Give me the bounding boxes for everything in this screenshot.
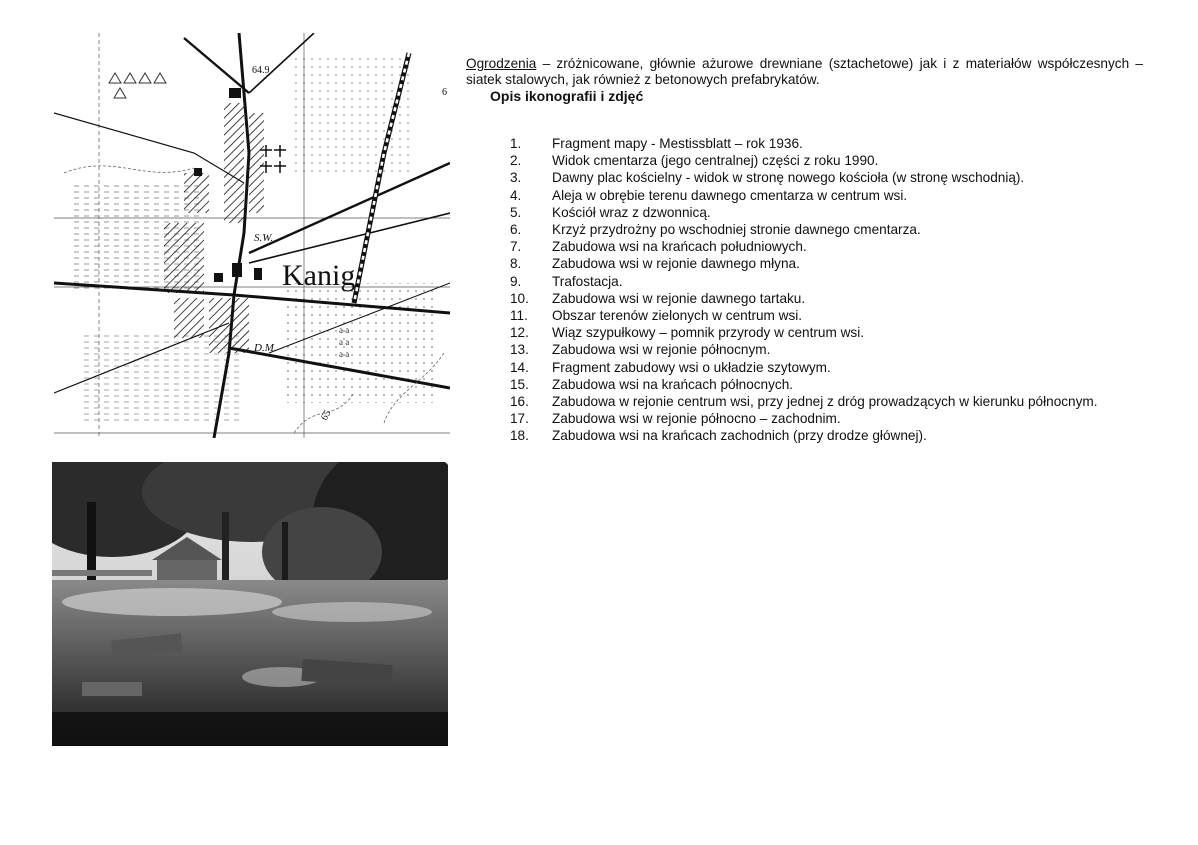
svg-text:a a: a a bbox=[339, 349, 350, 359]
list-item: 10. Zabudowa wsi w rejonie dawnego tartaku. bbox=[510, 290, 806, 306]
list-item: 13. Zabudowa wsi w rejonie północnym. bbox=[510, 342, 771, 358]
historical-map bbox=[54, 33, 450, 438]
description-block bbox=[466, 56, 1143, 105]
list-item: 15. Zabudowa wsi na krańcach północnych. bbox=[510, 376, 794, 392]
map-place-label: Kanig bbox=[282, 259, 356, 292]
list-item: 5. Kościół wraz z dzwonnicą. bbox=[510, 204, 711, 220]
fences-term: Ogrodzenia bbox=[466, 56, 537, 71]
list-item: 3. Dawny plac kościelny - widok w stronę nowego kościoła (w stronę wschodnią). bbox=[510, 170, 1025, 186]
list-item: 12. Wiąz szypułkowy – pomnik przyrody w centrum wsi. bbox=[510, 325, 864, 341]
list-item: 14. Fragment zabudowy wsi o układzie szytowym. bbox=[510, 359, 831, 375]
fences-paragraph bbox=[466, 56, 1143, 88]
map-label-contour: 65 bbox=[319, 408, 334, 423]
list-item: 18. Zabudowa wsi na krańcach zachodnich (przy drodze głównej). bbox=[510, 428, 927, 444]
map-label-dm: D.M. bbox=[254, 342, 277, 354]
map-label-edge: 6 bbox=[442, 87, 447, 98]
section-heading: Opis ikonografii i zdjęć bbox=[490, 88, 644, 104]
caption-list bbox=[500, 135, 1100, 445]
list-item: 1. Fragment mapy - Mestissblatt – rok 1936. bbox=[510, 136, 803, 151]
list-item: 8. Zabudowa wsi w rejonie dawnego młyna. bbox=[510, 256, 800, 272]
list-item: 16. Zabudowa w rejonie centrum wsi, przy jednej z dróg prowadzących w kierunku północnym. bbox=[510, 394, 1098, 410]
list-item: 9. Trafostacja. bbox=[510, 273, 623, 289]
svg-text:a a: a a bbox=[339, 325, 350, 335]
list-item: 6. Krzyż przydrożny po wschodniej stronie dawnego cmentarza. bbox=[510, 222, 921, 238]
fences-text: – zróżnicowane, głównie ażurowe drewniane (sztachetowe) jak i z materiałów współczesnych – siatek stalowych, jak również z betonowych prefabrykatów. bbox=[466, 56, 1143, 87]
list-item: 2. Widok cmentarza (jego centralnej) części z roku 1990. bbox=[510, 153, 879, 169]
map-label-elevation: 64.9 bbox=[252, 65, 270, 76]
list-item: 11. Obszar terenów zielonych w centrum wsi. bbox=[510, 308, 803, 324]
list-item: 7. Zabudowa wsi na krańcach południowych. bbox=[510, 239, 807, 255]
list-item: 4. Aleja w obrębie terenu dawnego cmentarza w centrum wsi. bbox=[510, 187, 908, 203]
svg-text:a a: a a bbox=[339, 337, 350, 347]
map-label-sw: S.W. bbox=[254, 232, 274, 244]
cemetery-photo bbox=[52, 462, 448, 746]
list-item: 17. Zabudowa wsi w rejonie północno – zachodnim. bbox=[510, 411, 841, 427]
